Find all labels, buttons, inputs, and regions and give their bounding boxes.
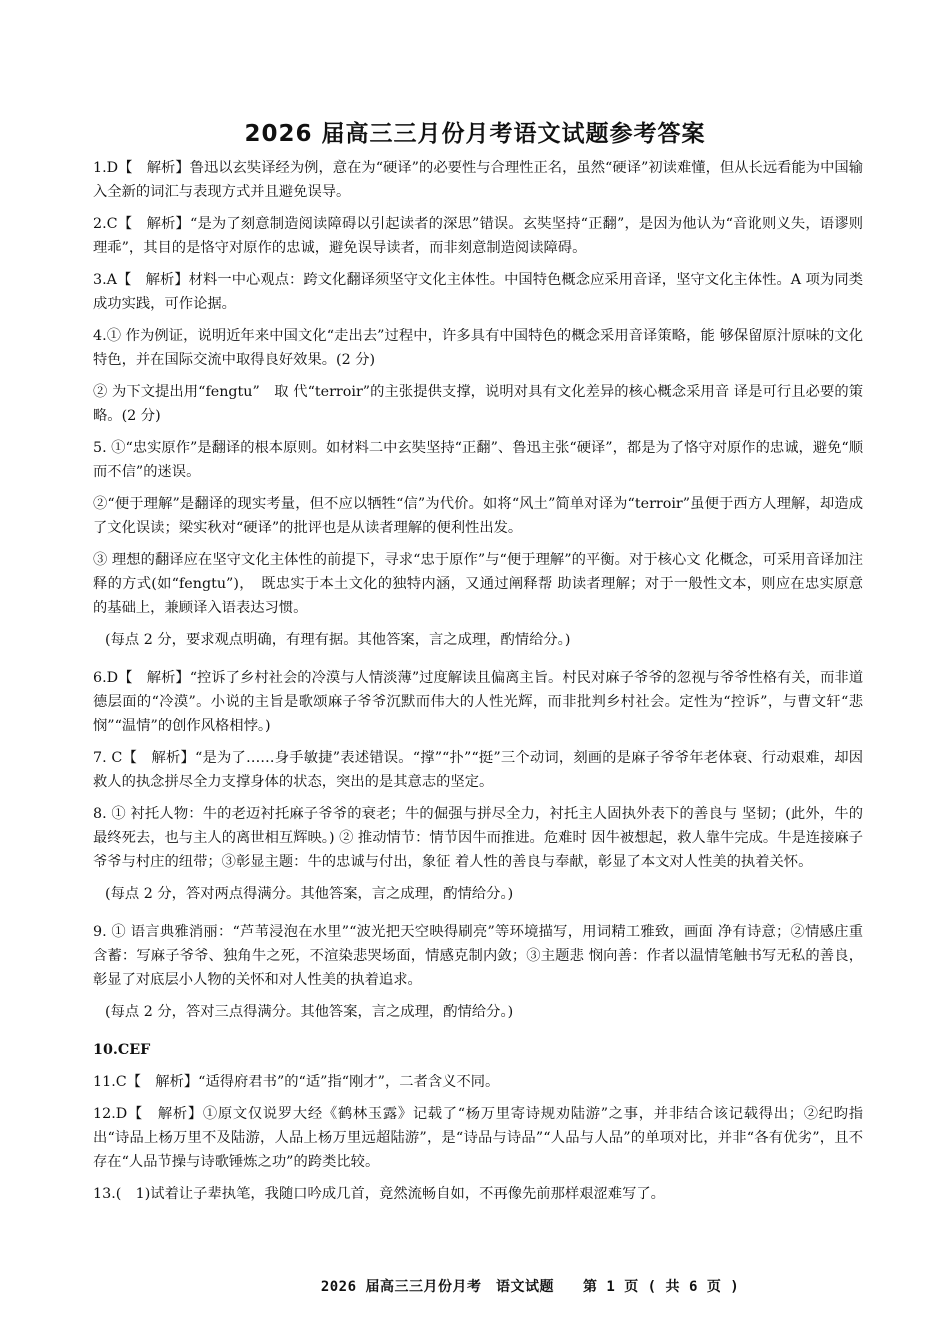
answer-q4-point1: 4.① 作为例证，说明近年来中国文化“走出去”过程中，许多具有中国特色的概念采用音译策略，能 够保留原汁原味的文化特色，并在国际交流中取得良好效果。(2 分) — [93, 328, 863, 368]
answer-q11: 11.C【 解析】“适得府君书”的“适”指“刚才”，二者含义不同。 — [93, 1074, 500, 1090]
answer-q9: 9. ① 语言典雅消丽：“芦苇浸泡在水里”“波光把天空映得刷亮”等环境描写，用词精工雅致，画面 净有诗意；②情感庄重含蓄：写麻子爷爷、独角牛之死，不渲染悲哭场面，情感克制内敛；③主题悲 悯向善：作者以温情笔触书写无私的善良，彰显了对底层小人物的关怀和对人性美的执着追求。 — [93, 924, 863, 988]
answer-q5-point2: ②“便于理解”是翻译的现实考量，但不应以牺牲“信”为代价。如将“风土”简单对译为“terroir”虽便于西方人理解，却造成了文化误读；梁实秋对“硬译”的批评也是从读者理解的便利性出发。 — [93, 496, 863, 536]
answer-q8: 8. ① 衬托人物：牛的老迈衬托麻子爷爷的衰老；牛的倔强与拼尽全力，衬托主人固执外表下的善良与 坚韧；(此外，牛的最终死去，也与主人的离世相互辉映。) ② 推动情节：情节因牛而推进。危难时 因牛被想起，救人靠牛完成。牛是连接麻子爷爷与村庄的纽带；③彰显主题：牛的忠诚与付出，象征 着人性的善良与奉献，彰显了本文对人性美的执着关怀。 — [93, 806, 863, 870]
answer-q13: 13.( 1)试着让子辈执笔，我随口吟成几首，竟然流畅自如，不再像先前那样艰涩难写了。 — [93, 1186, 665, 1202]
page-title: 2026 届高三三月份月考语文试题参考答案 — [244, 121, 706, 147]
answer-content — [93, 156, 863, 1214]
answer-q3: 3.A【 解析】材料一中心观点：跨文化翻译须坚守文化主体性。中国特色概念应采用音译，坚守文化主体性。A 项为同类成功实践，可作论据。 — [93, 272, 863, 312]
answer-q4-point2: ② 为下文提出用“fengtu” 取 代“terroir”的主张提供支撑，说明对具有文化差异的核心概念采用音 译是可行且必要的策略。(2 分) — [93, 384, 863, 424]
page-footer: 2026 届高三三月份月考 语文试题 第 1 页 ( 共 6 页 ) — [320, 1279, 740, 1295]
answer-q5-point1: 5. ①“忠实原作”是翻译的根本原则。如材料二中玄奘坚持“正翻”、鲁迅主张“硬译”，都是为了恪守对原作的忠诚，避免“顺而不信”的迷误。 — [93, 440, 863, 480]
scoring-note-q5: (每点 2 分，要求观点明确，有理有据。其他答案，言之成理，酌情给分。) — [105, 632, 571, 648]
answer-q5-point3: ③ 理想的翻译应在坚守文化主体性的前提下，寻求“忠于原作”与“便于理解”的平衡。对于核心文 化概念，可采用音译加注释的方式(如“fengtu”)， 既忠实于本土文化的独特内涵，又通过阐释帮 助读者理解；对于一般性文本，则应在忠实原意的基础上，兼顾译入语表达习惯。 — [93, 552, 863, 616]
answer-q7: 7. C【 解析】“是为了……身手敏捷”表述错误。“撑”“扑”“挺”三个动词，刻画的是麻子爷爷年老体衰、行动艰难，却因救人的执念拼尽全力支撑身体的状态，突出的是其意志的坚定。 — [93, 750, 863, 790]
answer-q12: 12.D【 解析】①原文仅说罗大经《鹤林玉露》记载了“杨万里寄诗规劝陆游”之事，并非结合该记载得出；②纪昀指出“诗品上杨万里不及陆游，人品上杨万里远超陆游”，是“诗品与诗品”“人品与人品”的单项对比，并非“各有优劣”，且不存在“人品节操与诗歌锤炼之功”的跨类比较。 — [93, 1106, 863, 1170]
answer-q1: 1.D【 解析】鲁迅以玄奘译经为例，意在为“硬译”的必要性与合理性正名，虽然“硬译”初读难懂，但从长远看能为中国输入全新的词汇与表现方式并且避免误导。 — [93, 160, 863, 200]
answer-q6: 6.D【 解析】“控诉了乡村社会的冷漠与人情淡薄”过度解读且偏离主旨。村民对麻子爷爷的忽视与爷爷性格有关，而非道德层面的“冷漠”。小说的主旨是歌颂麻子爷爷沉默而伟大的人性光辉，而非批判乡村社会。定性为“控诉”，与曹文轩“悲悯”“温情”的创作风格相悖。) — [93, 670, 863, 734]
answer-q2: 2.C【 解析】“是为了刻意制造阅读障碍以引起读者的深思”错误。玄奘坚持“正翻”，是因为他认为“音讹则义失，语谬则理乖”，其目的是恪守对原作的忠诚，避免误导读者，而非刻意制造阅读障碍。 — [93, 216, 863, 256]
scoring-note-q8: (每点 2 分，答对两点得满分。其他答案，言之成理，酌情给分。) — [105, 886, 514, 902]
scoring-note-q9: (每点 2 分，答对三点得满分。其他答案，言之成理，酌情给分。) — [105, 1004, 514, 1020]
answer-q10: 10.CEF — [93, 1042, 151, 1058]
